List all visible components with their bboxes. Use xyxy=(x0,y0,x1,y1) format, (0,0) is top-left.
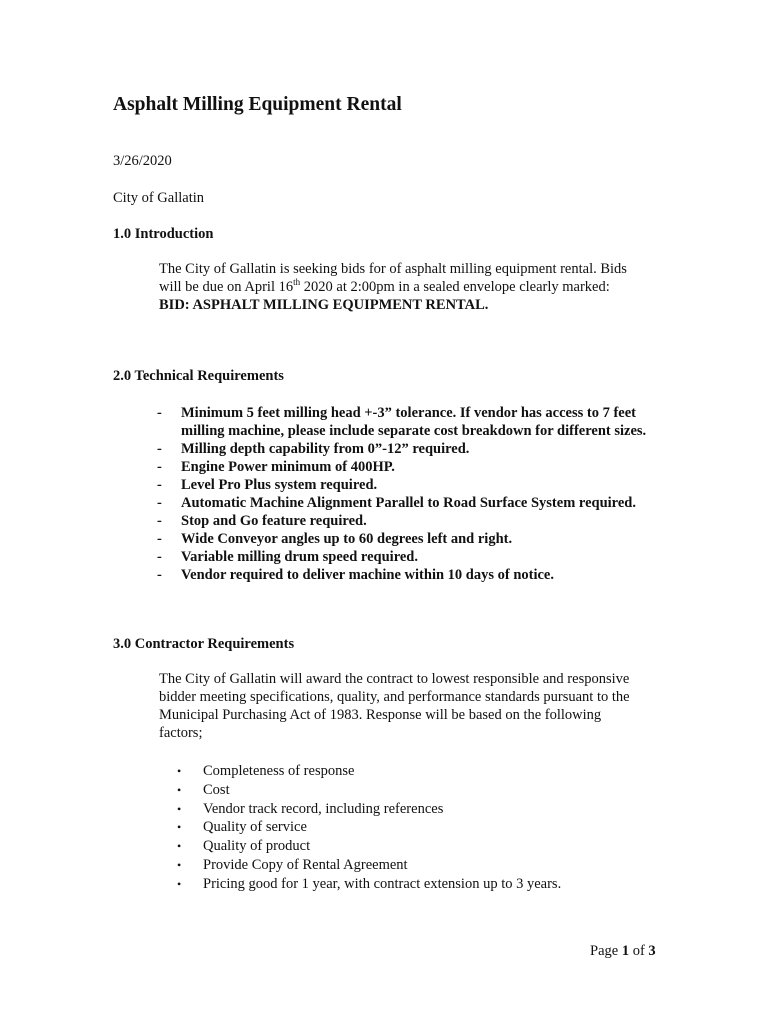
evaluation-factor-item xyxy=(177,837,561,856)
contractor-paragraph xyxy=(159,670,669,742)
evaluation-factor-item xyxy=(177,875,561,894)
evaluation-factor-text: Completeness of response xyxy=(203,763,355,779)
dash-marker: - xyxy=(157,477,162,493)
of-label: of xyxy=(629,943,649,959)
technical-requirement-text: Variable milling drum speed required. xyxy=(181,549,418,565)
bullet-icon: • xyxy=(177,857,182,872)
bullet-icon: • xyxy=(177,876,182,891)
technical-requirement-item xyxy=(157,530,677,548)
intro-line-1: The City of Gallatin is seeking bids for of asphalt milling equipment rental. Bids xyxy=(159,261,627,277)
contractor-paragraph-line: bidder meeting specifications, quality, and performance standards pursuant to the xyxy=(159,689,630,705)
dash-marker: - xyxy=(157,567,162,583)
evaluation-factors-list xyxy=(177,762,561,894)
page-number xyxy=(590,943,656,960)
dash-marker: - xyxy=(157,459,162,475)
bid-marking: BID: ASPHALT MILLING EQUIPMENT RENTAL. xyxy=(159,297,489,313)
bullet-icon: • xyxy=(177,782,182,797)
dash-marker: - xyxy=(157,531,162,547)
technical-requirement-text: Vendor required to deliver machine within 10 days of notice. xyxy=(181,567,554,583)
organization-name: City of Gallatin xyxy=(113,190,205,206)
contractor-paragraph-line: The City of Gallatin will award the contract to lowest responsible and responsive xyxy=(159,671,630,687)
evaluation-factor-item xyxy=(177,781,561,800)
evaluation-factor-item xyxy=(177,818,561,837)
evaluation-factor-item xyxy=(177,762,561,781)
technical-requirement-text: Automatic Machine Alignment Parallel to Road Surface System required. xyxy=(181,495,636,511)
page-label: Page xyxy=(590,943,622,959)
dash-marker: - xyxy=(157,495,162,511)
intro-line-2-text: will be due on April 16 xyxy=(159,279,294,295)
evaluation-factor-item xyxy=(177,800,561,819)
technical-requirement-item xyxy=(157,566,677,584)
contractor-paragraph-line: factors; xyxy=(159,725,203,741)
technical-requirement-text: Engine Power minimum of 400HP. xyxy=(181,459,395,475)
current-page: 1 xyxy=(621,943,630,959)
technical-requirement-text: Level Pro Plus system required. xyxy=(181,477,378,493)
total-pages: 3 xyxy=(648,943,656,959)
technical-requirements-list xyxy=(157,404,677,584)
intro-line-2-rest: 2020 at 2:00pm in a sealed envelope clearly marked: xyxy=(300,279,610,295)
technical-requirement-item xyxy=(157,458,677,476)
dash-marker: - xyxy=(157,441,162,457)
bullet-icon: • xyxy=(177,820,182,835)
intro-line-2 xyxy=(159,278,669,296)
bullet-icon: • xyxy=(177,839,182,854)
technical-requirement-item xyxy=(157,440,677,458)
technical-requirement-item xyxy=(157,548,677,566)
contractor-heading: 3.0 Contractor Requirements xyxy=(113,636,295,652)
evaluation-factor-text: Cost xyxy=(203,781,230,798)
evaluation-factor-text: Pricing good for 1 year, with contract extension up to 3 years. xyxy=(203,875,562,892)
document-title: Asphalt Milling Equipment Rental xyxy=(113,94,402,115)
ordinal-suffix: th xyxy=(293,277,301,288)
document-date: 3/26/2020 xyxy=(113,153,172,169)
evaluation-factor-item xyxy=(177,856,561,875)
technical-requirement-text: Wide Conveyor angles up to 60 degrees left and right. xyxy=(181,531,513,547)
contractor-paragraph-line: Municipal Purchasing Act of 1983. Response will be based on the following xyxy=(159,707,602,723)
bullet-icon: • xyxy=(177,764,182,778)
evaluation-factor-text: Quality of service xyxy=(203,819,307,836)
intro-heading: 1.0 Introduction xyxy=(113,226,214,242)
dash-marker: - xyxy=(157,549,162,565)
technical-requirement-text: Stop and Go feature required. xyxy=(181,513,367,529)
intro-paragraph xyxy=(159,260,669,314)
technical-requirement-text: Milling depth capability from 0”-12” required. xyxy=(181,441,470,457)
dash-marker: - xyxy=(157,405,162,421)
evaluation-factor-text: Vendor track record, including references xyxy=(203,800,444,817)
evaluation-factor-text: Provide Copy of Rental Agreement xyxy=(203,856,408,873)
technical-heading: 2.0 Technical Requirements xyxy=(113,368,284,384)
evaluation-factor-text: Quality of product xyxy=(203,838,311,855)
technical-requirement-item xyxy=(157,512,677,530)
technical-requirement-item xyxy=(157,476,677,494)
technical-requirement-item xyxy=(157,404,677,440)
technical-requirement-text: Minimum 5 feet milling head +-3” tolerance. If vendor has access to 7 feet milling machine, please include separate cost breakdown for different sizes. xyxy=(181,405,647,439)
bullet-icon: • xyxy=(177,801,182,816)
technical-requirement-item xyxy=(157,494,677,512)
dash-marker: - xyxy=(157,513,162,529)
